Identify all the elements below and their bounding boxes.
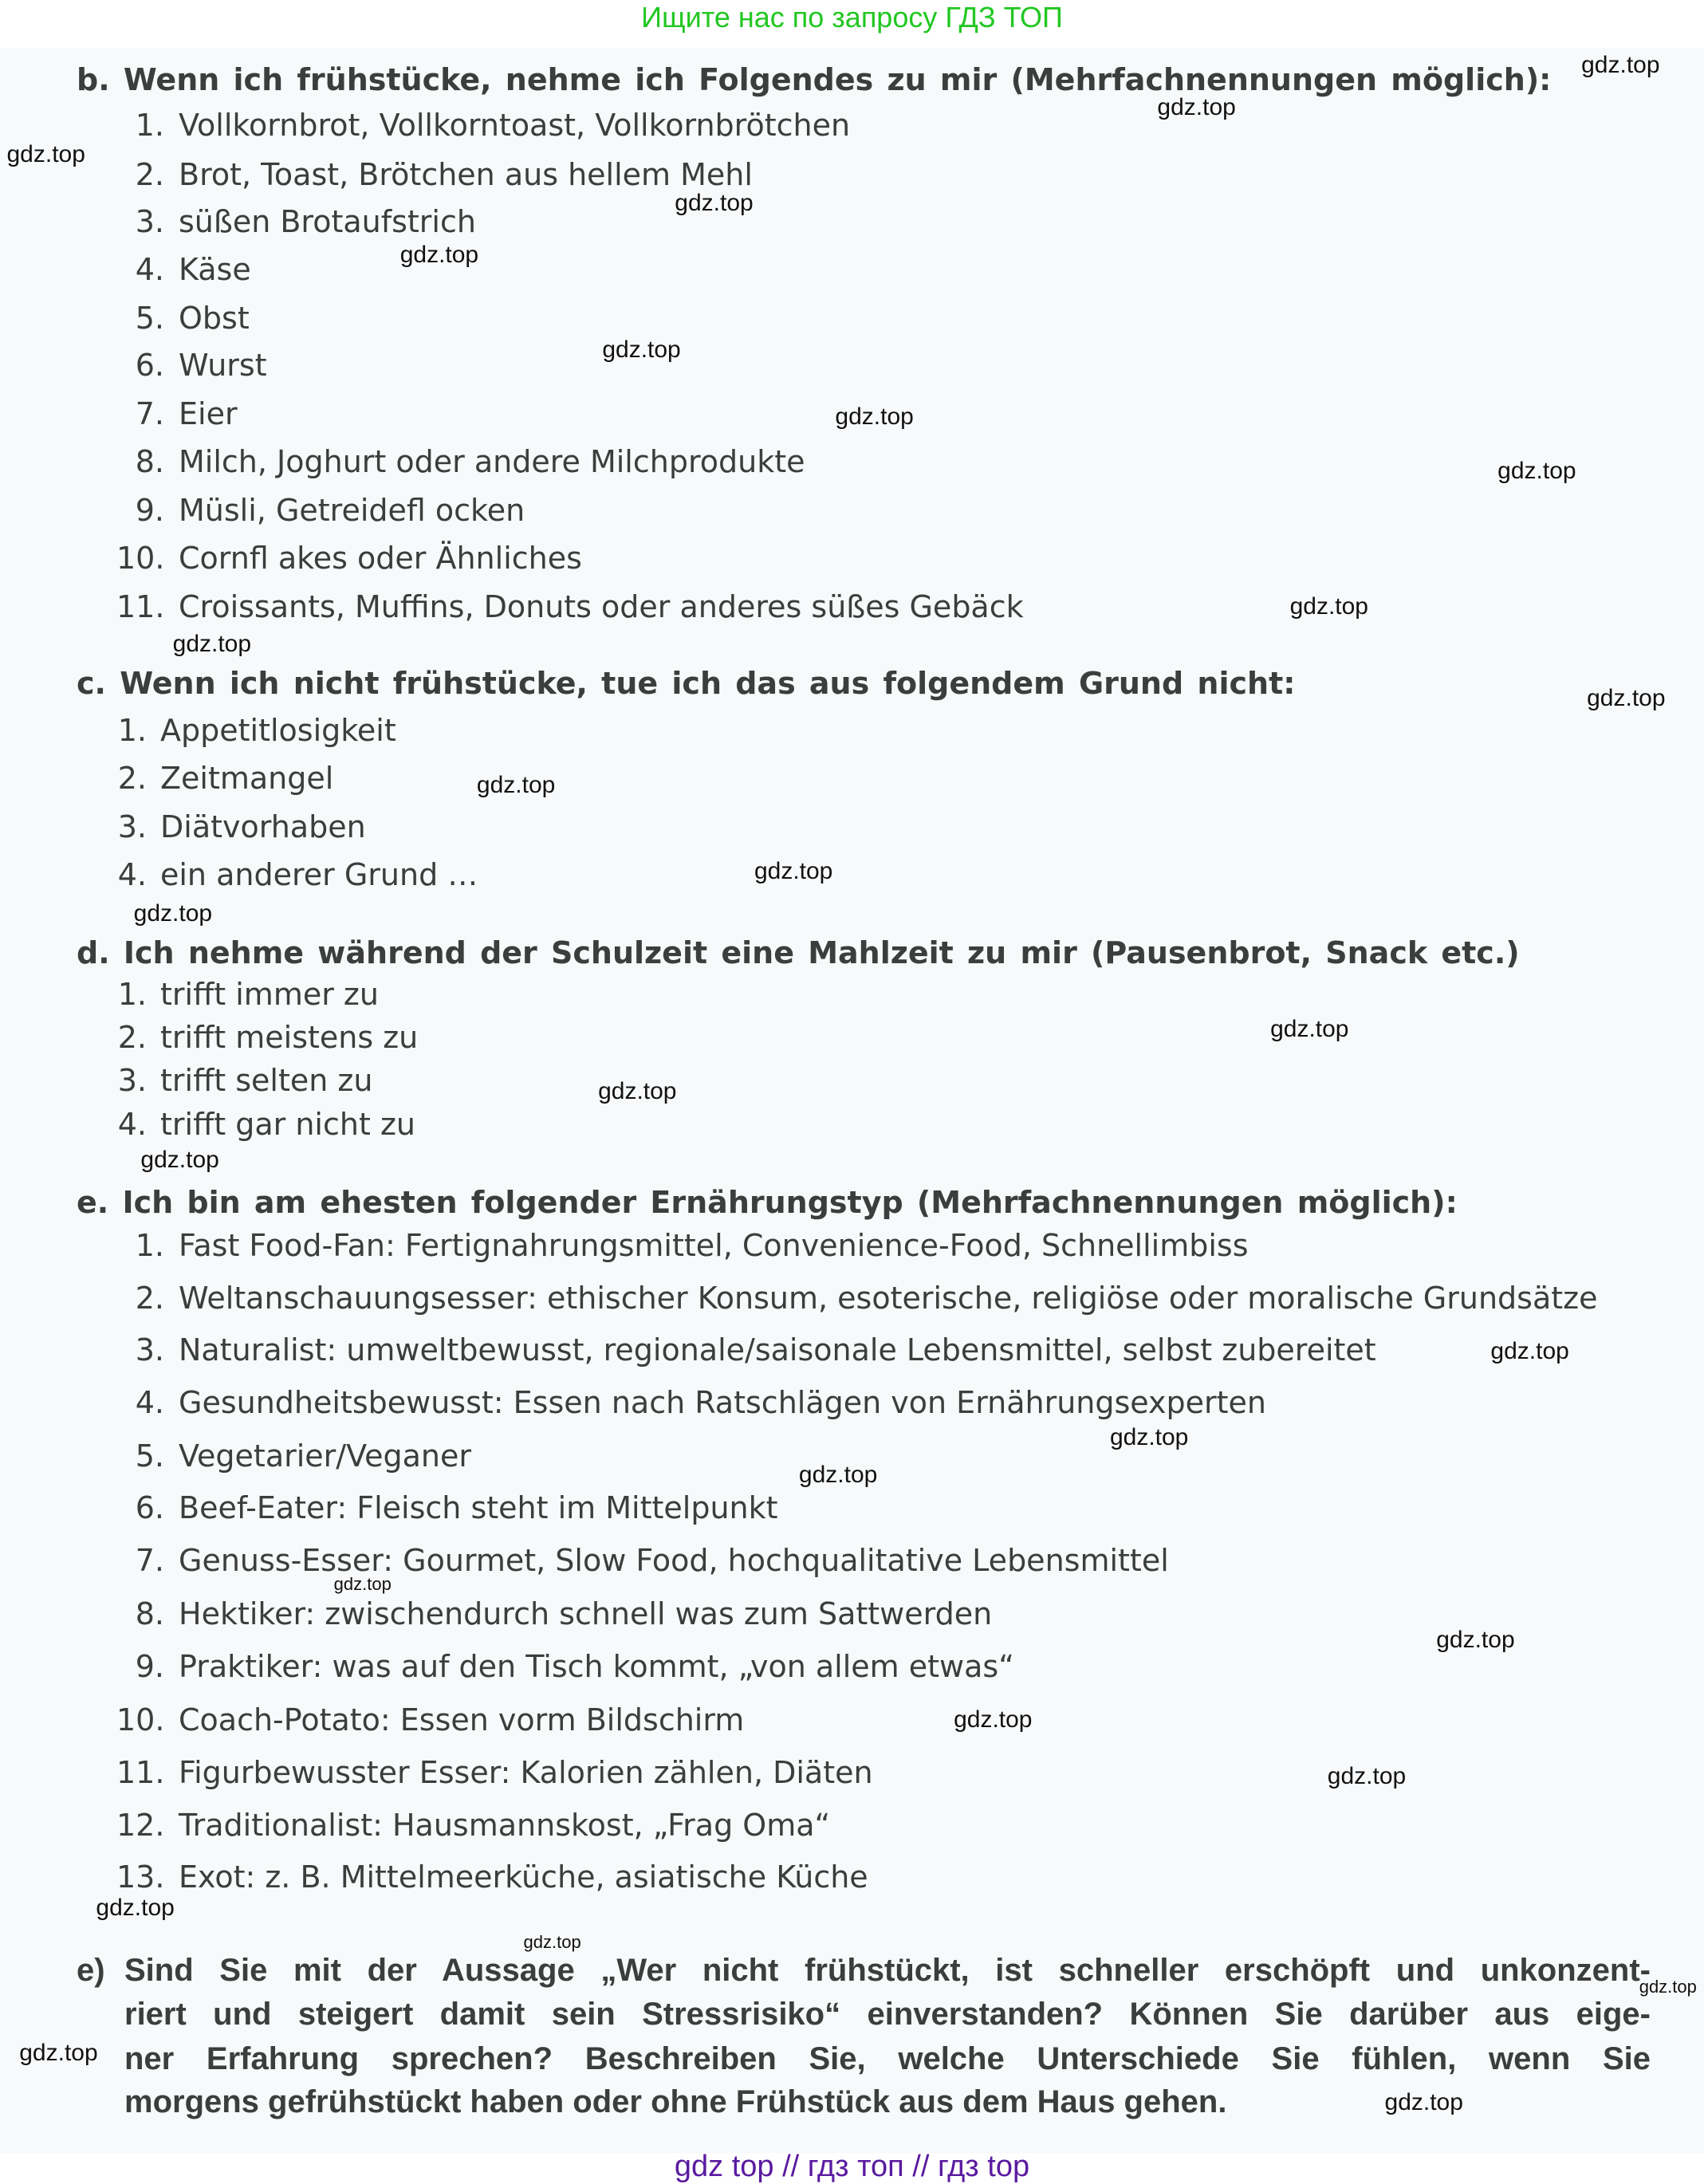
watermark-text: gdz.top [1384, 2089, 1463, 2116]
watermark-text: gdz.top [140, 1147, 219, 1174]
list-item: Naturalist: umweltbewusst, regionale/saisonale Lebensmittel, selbst zubereitet [179, 1332, 1376, 1368]
watermark-text: gdz.top [1270, 1015, 1349, 1042]
list-item-number: 2. [135, 156, 164, 192]
section-heading: c. Wenn ich nicht frühstücke, tue ich das aus folgendem Grund nicht: [77, 666, 1296, 701]
list-item-number: 3. [117, 1063, 147, 1099]
list-item-number: 10. [116, 540, 165, 576]
list-item: Figurbewusster Esser: Kalorien zählen, Diäten [179, 1754, 873, 1790]
list-item: süßen Brotaufstrich [179, 204, 476, 240]
list-item: Traditionalist: Hausmannskost, „Frag Oma“ [179, 1808, 831, 1844]
list-item-number: 1. [135, 108, 164, 144]
question-e-line: morgens gefrühstückt haben oder ohne Frühstück aus dem Haus gehen. [124, 2084, 1227, 2119]
list-item-number: 4. [135, 251, 164, 287]
list-item-number: 3. [117, 809, 147, 845]
watermark-text: gdz.top [598, 1078, 677, 1105]
footer-banner: gdz top // гдз топ // гдз top [674, 2150, 1030, 2183]
list-item: Wurst [179, 348, 267, 384]
list-item-number: 4. [117, 1106, 147, 1142]
list-item: Weltanschauungsesser: ethischer Konsum, esoterische, religiöse oder moralische Grundsätze [179, 1281, 1598, 1316]
list-item-number: 2. [135, 1281, 164, 1316]
list-item-number: 7. [135, 1543, 164, 1579]
watermark-text: gdz.top [476, 771, 556, 798]
watermark-text: gdz.top [399, 242, 479, 269]
list-item: Milch, Joghurt oder andere Milchprodukte [179, 443, 805, 479]
header-banner: Ищите нас по запросу ГДЗ ТОП [641, 1, 1063, 33]
section-heading: b. Wenn ich frühstücke, nehme ich Folgendes zu mir (Mehrfachnennungen möglich): [77, 61, 1552, 97]
watermark-text: gdz.top [602, 336, 681, 363]
watermark-text: gdz.top [954, 1706, 1033, 1733]
list-item: Coach-Potato: Essen vorm Bildschirm [179, 1702, 745, 1737]
list-item: trifft selten zu [160, 1063, 373, 1099]
list-item-number: 1. [117, 713, 147, 749]
list-item-number: 9. [135, 493, 164, 529]
watermark-text: gdz.top [133, 899, 213, 927]
list-item: Vollkornbrot, Vollkorntoast, Vollkornbrötchen [179, 108, 851, 144]
list-item: Eier [179, 396, 238, 432]
watermark-text: gdz.top [1587, 685, 1666, 712]
list-item: Zeitmangel [160, 760, 334, 796]
list-item-number: 4. [117, 856, 147, 892]
watermark-text: gdz.top [523, 1932, 581, 1953]
question-e-line: ner Erfahrung sprechen? Beschreiben Sie, welche Unterschiede Sie fühlen, wenn Sie [124, 2040, 1651, 2076]
list-item-number: 10. [116, 1702, 165, 1737]
list-item-number: 2. [117, 1020, 147, 1056]
watermark-text: gdz.top [1289, 592, 1369, 620]
list-item-number: 8. [135, 1596, 164, 1631]
list-item-number: 8. [135, 443, 164, 479]
watermark-text: gdz.top [675, 190, 754, 217]
list-item: Appetitlosigkeit [160, 713, 396, 749]
list-item: Praktiker: was auf den Tisch kommt, „von allem etwas“ [179, 1649, 1014, 1685]
watermark-text: gdz.top [1497, 458, 1576, 485]
list-item: Croissants, Muffins, Donuts oder anderes süßes Gebäck [179, 588, 1024, 624]
watermark-text: gdz.top [1109, 1424, 1189, 1451]
list-item: Diätvorhaben [160, 809, 366, 845]
list-item: ein anderer Grund … [160, 856, 478, 892]
watermark-text: gdz.top [333, 1573, 392, 1594]
list-item-number: 2. [117, 760, 147, 796]
question-e-line: Sind Sie mit der Aussage „Wer nicht frühstückt, ist schneller erschöpft und unkonzent- [124, 1953, 1651, 1989]
list-item: Beef-Eater: Fleisch steht im Mittelpunkt [179, 1489, 778, 1525]
watermark-text: gdz.top [1436, 1626, 1515, 1653]
list-item-number: 5. [135, 300, 164, 336]
list-item-number: 9. [135, 1649, 164, 1685]
watermark-text: gdz.top [19, 2039, 98, 2066]
list-item: Obst [179, 300, 250, 336]
list-item: trifft meistens zu [160, 1020, 419, 1056]
list-item-number: 13. [116, 1859, 165, 1895]
section-heading: d. Ich nehme während der Schulzeit eine Mahlzeit zu mir (Pausenbrot, Snack etc.) [77, 935, 1520, 970]
list-item-number: 11. [116, 1754, 165, 1790]
list-item: Käse [179, 251, 251, 287]
list-item-number: 3. [135, 1332, 164, 1368]
question-e-line: riert und steigert damit sein Stressrisiko“ einverstanden? Können Sie darüber aus eige- [124, 1996, 1651, 2032]
list-item-number: 6. [135, 348, 164, 384]
list-item-number: 7. [135, 396, 164, 432]
watermark-text: gdz.top [835, 403, 914, 430]
list-item: Gesundheitsbewusst: Essen nach Ratschlägen von Ernährungsexperten [179, 1385, 1266, 1421]
watermark-text: gdz.top [754, 858, 833, 885]
list-item: trifft gar nicht zu [160, 1106, 415, 1142]
list-item: trifft immer zu [160, 977, 379, 1013]
list-item-number: 12. [116, 1808, 165, 1844]
watermark-text: gdz.top [1490, 1337, 1569, 1364]
list-item: Cornfl akes oder Ähnliches [179, 540, 582, 576]
list-item: Müsli, Getreidefl ocken [179, 493, 525, 529]
list-item-number: 4. [135, 1385, 164, 1421]
list-item: Fast Food-Fan: Fertignahrungsmittel, Convenience-Food, Schnellimbiss [179, 1227, 1249, 1263]
list-item-number: 3. [135, 204, 164, 240]
watermark-text: gdz.top [1581, 52, 1660, 79]
watermark-text: gdz.top [798, 1462, 878, 1489]
list-item-number: 1. [135, 1227, 164, 1263]
list-item: Exot: z. B. Mittelmeerküche, asiatische Küche [179, 1859, 868, 1895]
watermark-text: gdz.top [1327, 1763, 1407, 1790]
list-item-number: 5. [135, 1438, 164, 1474]
watermark-text: gdz.top [1157, 93, 1236, 120]
section-heading: e. Ich bin am ehesten folgender Ernährungstyp (Mehrfachnennungen möglich): [77, 1184, 1458, 1220]
list-item: Genuss-Esser: Gourmet, Slow Food, hochqualitative Lebensmittel [179, 1543, 1169, 1579]
list-item-number: 1. [117, 977, 147, 1013]
list-item: Vegetarier/Veganer [179, 1438, 472, 1474]
watermark-text: gdz.top [1639, 1977, 1697, 1997]
list-item-number: 11. [116, 588, 165, 624]
list-item-number: 6. [135, 1489, 164, 1525]
list-item: Hektiker: zwischendurch schnell was zum Sattwerden [179, 1596, 993, 1631]
watermark-text: gdz.top [6, 141, 85, 168]
question-e-label: e) [77, 1953, 105, 1988]
list-item: Brot, Toast, Brötchen aus hellem Mehl [179, 156, 753, 192]
watermark-text: gdz.top [96, 1894, 175, 1921]
watermark-text: gdz.top [172, 631, 252, 658]
